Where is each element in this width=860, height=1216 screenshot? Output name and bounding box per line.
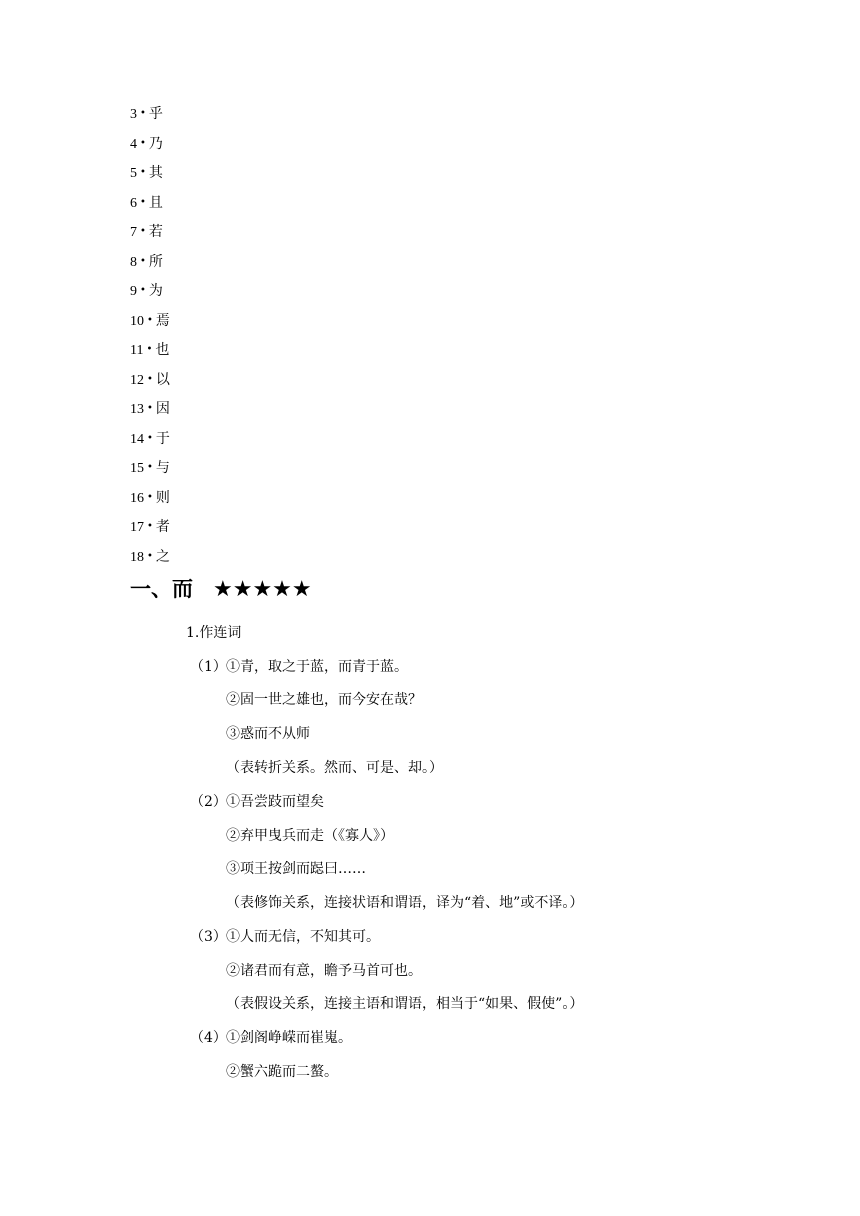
toc-number: 12 [130, 372, 144, 388]
toc-char: 若 [148, 224, 163, 240]
bullet-dot: • [147, 462, 153, 473]
toc-number: 10 [130, 313, 144, 329]
bullet-dot: • [147, 550, 153, 562]
bullet-dot: • [140, 196, 146, 208]
toc-item [130, 516, 170, 546]
rating-stars: ★★★★★ [213, 577, 312, 602]
toc-number: 18 [130, 549, 144, 565]
group-label: （2） [190, 794, 227, 810]
bullet-dot: • [147, 403, 153, 414]
toc-char: 乃 [148, 135, 163, 152]
example-sentence: ①青，取之于蓝，而青于蓝。 [226, 659, 408, 675]
usage-note: （表转折关系。然而、可是、却。） [226, 760, 443, 776]
group-label: （4） [190, 1030, 227, 1046]
toc-char: 者 [155, 519, 170, 535]
group-label: （3） [190, 929, 227, 945]
toc-number: 3 [130, 107, 137, 122]
toc-item [130, 369, 170, 399]
toc-number: 17 [130, 520, 144, 535]
toc-item [130, 221, 170, 251]
toc-char: 因 [155, 401, 170, 417]
toc-number: 5 [130, 166, 137, 181]
bullet-dot: • [140, 285, 146, 296]
bullet-dot: • [147, 491, 153, 503]
bullet-dot: • [140, 255, 146, 267]
bullet-dot: • [140, 167, 146, 178]
toc-item [130, 251, 170, 281]
toc-item [130, 133, 170, 163]
usage-note: （表修饰关系，连接状语和谓语，译为“着、地”或不译。） [226, 895, 584, 911]
toc-char: 焉 [155, 312, 170, 329]
toc-item [130, 103, 170, 133]
example-sentence: ②弃甲曳兵而走（《寡人》） [226, 828, 394, 844]
toc-item [130, 487, 170, 517]
toc-number: 8 [130, 254, 137, 270]
toc-char: 为 [148, 283, 163, 299]
bullet-dot: • [140, 226, 146, 237]
toc-item [130, 398, 170, 428]
toc-number: 13 [130, 402, 144, 417]
bullet-dot: • [147, 521, 153, 532]
toc-number: 14 [130, 431, 144, 447]
toc-list [130, 103, 170, 575]
toc-char: 则 [155, 489, 170, 506]
toc-item [130, 457, 170, 487]
toc-number: 11 [130, 343, 144, 358]
toc-char: 所 [148, 253, 163, 270]
toc-char: 且 [148, 194, 163, 211]
bullet-dot: • [140, 108, 146, 119]
toc-item [130, 192, 170, 222]
bullet-dot: • [146, 344, 153, 355]
toc-number: 4 [130, 136, 137, 152]
toc-char: 与 [155, 460, 170, 476]
toc-item [130, 280, 170, 310]
toc-number: 15 [130, 461, 144, 476]
example-sentence: ②诸君而有意，瞻予马首可也。 [226, 963, 422, 979]
toc-item [130, 546, 170, 576]
example-sentence: ①剑阁峥嵘而崔嵬。 [226, 1030, 352, 1046]
toc-number: 7 [130, 225, 137, 240]
example-sentence: ①人而无信，不知其可。 [226, 929, 380, 945]
toc-char: 以 [155, 371, 170, 388]
toc-char: 其 [148, 165, 163, 181]
toc-number: 16 [130, 490, 144, 506]
toc-char: 之 [155, 548, 170, 565]
bullet-dot: • [147, 314, 153, 326]
example-sentence: ②固一世之雄也，而今安在哉？ [226, 692, 422, 708]
toc-item [130, 339, 170, 369]
toc-item [130, 310, 170, 340]
group-label: （1） [190, 659, 227, 675]
example-sentence: ③惑而不从师 [226, 726, 310, 742]
example-sentence: ③项王按剑而跽曰…… [226, 861, 366, 877]
toc-number: 6 [130, 195, 137, 211]
bullet-dot: • [147, 373, 153, 385]
bullet-dot: • [140, 137, 146, 149]
section-title: 一、而 [130, 577, 193, 601]
section-subtitle: 1.作连词 [186, 625, 242, 641]
toc-char: 也 [155, 342, 170, 358]
toc-char: 于 [155, 430, 170, 447]
example-sentence: ①吾尝跂而望矣 [226, 794, 324, 810]
toc-number: 9 [130, 284, 137, 299]
toc-item [130, 162, 170, 192]
usage-note: （表假设关系，连接主语和谓语，相当于“如果、假使”。） [226, 996, 584, 1012]
toc-item [130, 428, 170, 458]
example-sentence: ②蟹六跪而二螯。 [226, 1064, 338, 1080]
toc-char: 乎 [148, 106, 163, 122]
section-heading [130, 574, 312, 605]
bullet-dot: • [147, 432, 153, 444]
